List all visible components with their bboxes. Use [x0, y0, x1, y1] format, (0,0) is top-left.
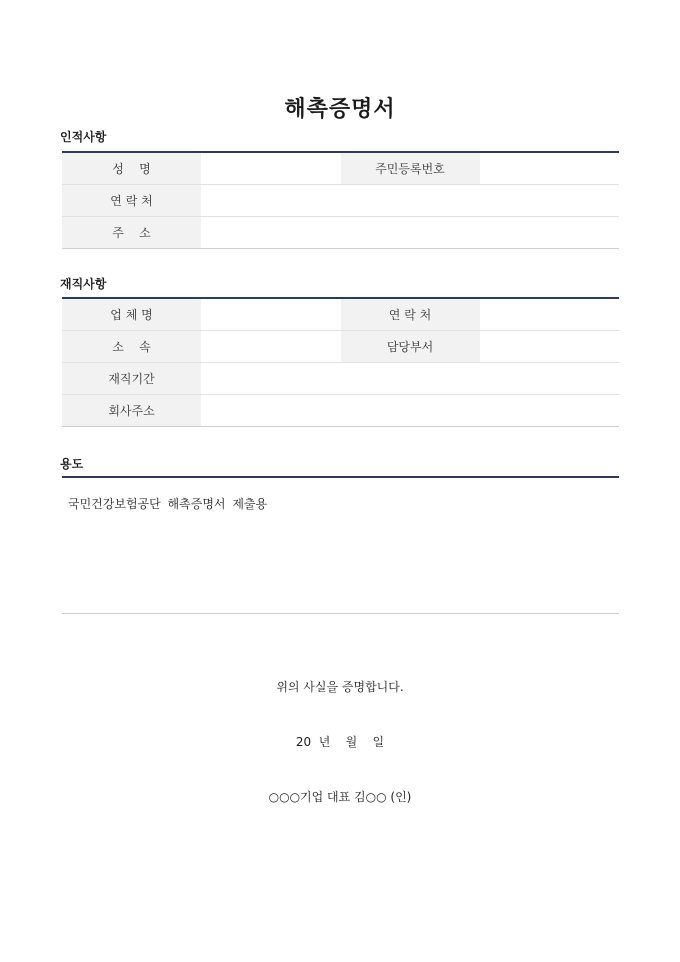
- company-contact-field[interactable]: [480, 298, 620, 331]
- company-address-label: 회사주소: [62, 395, 201, 427]
- address-label: 주 소: [62, 217, 201, 249]
- personal-section-label: 인적사항: [60, 130, 107, 144]
- certification-statement: 위의 사실을 증명합니다.: [276, 680, 404, 694]
- document-title: 해촉증명서: [284, 97, 396, 122]
- issue-date: 20 년 월 일: [295, 735, 385, 749]
- contact-field[interactable]: [201, 185, 619, 217]
- company-name-field[interactable]: [201, 298, 341, 331]
- table-row: [62, 298, 619, 331]
- contact-label: 연 락 처: [62, 185, 201, 217]
- personal-info-table: [62, 151, 619, 249]
- employment-period-field[interactable]: [201, 363, 619, 395]
- table-row: [62, 331, 619, 363]
- resident-no-label: 주민등록번호: [341, 152, 480, 185]
- table-row: [62, 395, 619, 427]
- employment-info-table: [62, 297, 619, 427]
- table-row: [62, 217, 619, 249]
- table-row: [62, 363, 619, 395]
- department-field[interactable]: [480, 331, 620, 363]
- table-row: [62, 185, 619, 217]
- affiliation-field[interactable]: [201, 331, 341, 363]
- purpose-top-border: [62, 476, 619, 478]
- address-field[interactable]: [201, 217, 619, 249]
- company-name-label: 업 체 명: [62, 298, 201, 331]
- purpose-bottom-border: [62, 613, 619, 614]
- signature-line: ○○○기업 대표 김○○ (인): [268, 790, 412, 804]
- employment-section-label: 재직사항: [60, 277, 107, 291]
- resident-no-field[interactable]: [480, 152, 620, 185]
- company-contact-label: 연 락 처: [341, 298, 480, 331]
- purpose-section-label: 용도: [60, 457, 84, 471]
- table-row: [62, 152, 619, 185]
- department-label: 담당부서: [341, 331, 480, 363]
- purpose-text[interactable]: 국민건강보험공단 해촉증명서 제출용: [68, 497, 268, 511]
- company-address-field[interactable]: [201, 395, 619, 427]
- affiliation-label: 소 속: [62, 331, 201, 363]
- name-label: 성 명: [62, 152, 201, 185]
- employment-period-label: 재직기간: [62, 363, 201, 395]
- name-field[interactable]: [201, 152, 341, 185]
